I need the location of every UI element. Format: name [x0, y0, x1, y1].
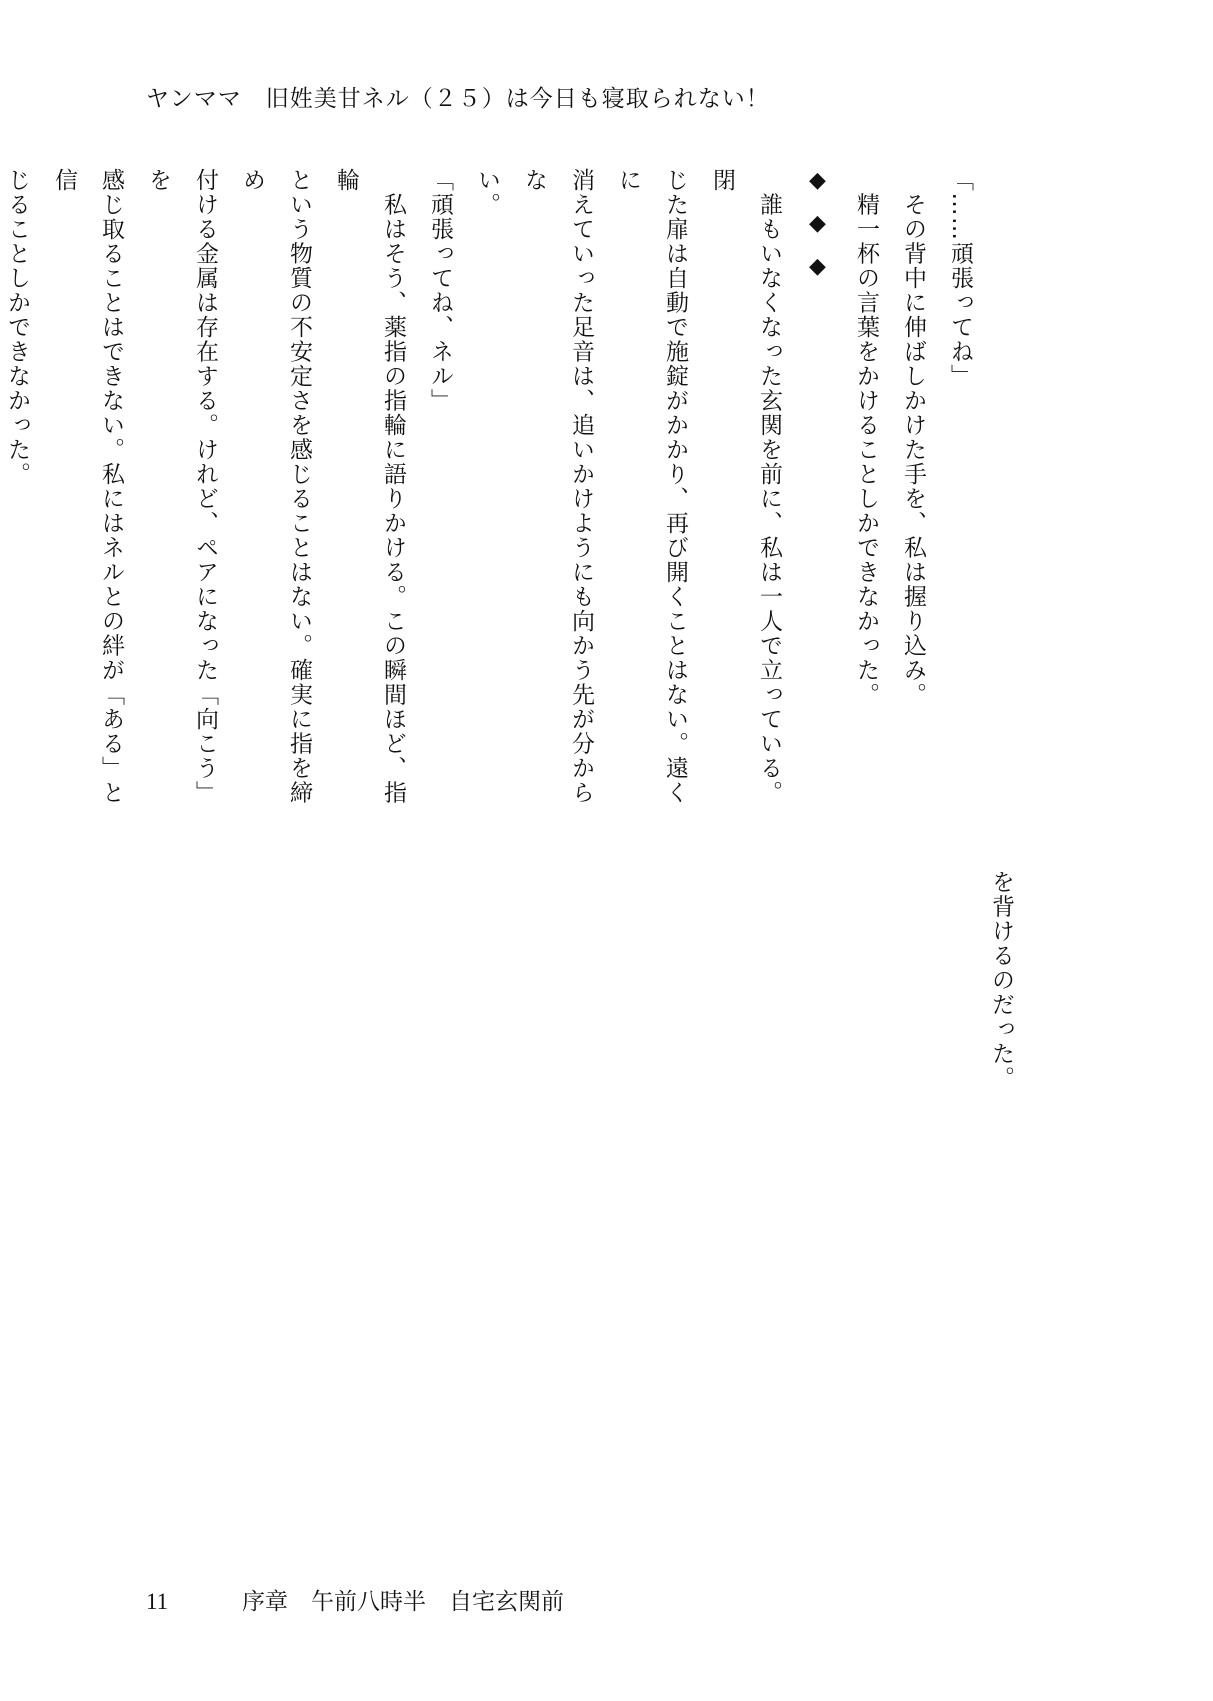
text-line: 消えていった足音は、追いかけようにも向かう先が分からな	[521, 168, 594, 805]
page-footer	[146, 1583, 564, 1616]
section-break: ◆◆◆	[805, 168, 830, 297]
running-header: ヤンママ 旧姓美甘ネル（２５）は今日も寝取られない！	[146, 86, 770, 112]
text-line: 「頑張ってね、ネル」	[427, 168, 453, 413]
continuation-text: を背けるのだった。	[988, 870, 1014, 1091]
text-line: じることしかできなかった。	[4, 168, 30, 487]
text-line: 「……頑張ってね」	[947, 168, 973, 389]
body-text	[0, 168, 983, 808]
text-line: 誰もいなくなった玄関を前に、私は一人で立っている。閉	[709, 168, 782, 805]
text-line: 精一杯の言葉をかけることしかできなかった。	[853, 168, 879, 707]
text-line: い。	[474, 168, 500, 217]
text-line: 私はそう、薬指の指輪に語りかける。この瞬間ほど、指輪	[333, 168, 406, 805]
chapter-title: 序章 午前八時半 自宅玄関前	[242, 1589, 564, 1615]
page-number: 11	[146, 1589, 169, 1614]
text-line: 感じ取ることはできない。私にはネルとの絆が「ある」と信	[51, 168, 124, 805]
text-line: その背中に伸ばしかけた手を、私は握り込み。	[900, 168, 926, 707]
text-line: じた扉は自動で施錠がかかり、再び開くことはない。遠くに	[615, 168, 688, 805]
text-line: という物質の不安定さを感じることはない。確実に指を締め	[239, 168, 312, 805]
text-line: 付ける金属は存在する。けれど、ペアになった「向こう」を	[145, 168, 218, 805]
